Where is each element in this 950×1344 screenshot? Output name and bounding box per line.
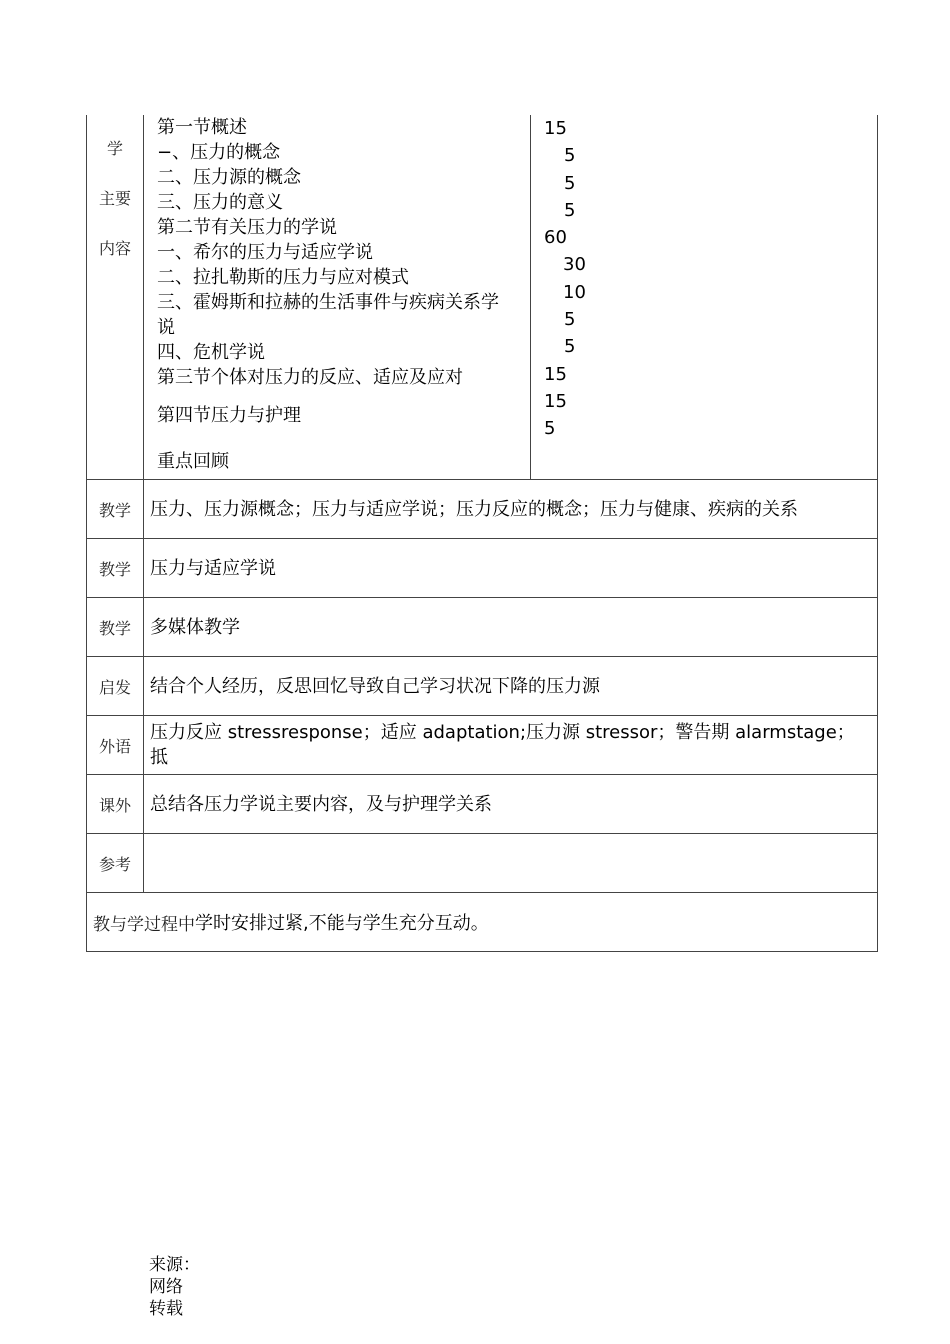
outline-item: 二、压力源的概念 bbox=[157, 167, 301, 188]
main-content-label bbox=[87, 115, 144, 479]
inspiration-row bbox=[87, 656, 877, 715]
lesson-plan-table bbox=[86, 115, 878, 952]
outline-item: 三、霍姆斯和拉赫的生活事件与疾病关系学 bbox=[157, 292, 499, 313]
outline-item: 说 bbox=[157, 317, 175, 338]
outline-item: −、压力的概念 bbox=[157, 142, 281, 163]
time-value: 5 bbox=[564, 199, 576, 221]
row-label: 外语 bbox=[87, 716, 144, 774]
time-value: 5 bbox=[564, 172, 576, 194]
row-content bbox=[144, 834, 877, 892]
outline-item: 二、拉扎勒斯的压力与应对模式 bbox=[157, 267, 409, 288]
row-content: 多媒体教学 bbox=[150, 616, 240, 638]
source-line: 网络 bbox=[149, 1277, 183, 1297]
time-value: 15 bbox=[544, 118, 567, 139]
time-value: 10 bbox=[563, 281, 586, 303]
main-content-row bbox=[87, 115, 877, 479]
time-allocation bbox=[531, 115, 877, 479]
homework-row bbox=[87, 774, 877, 833]
row-content: 压力、压力源概念；压力与适应学说；压力反应的概念；压力与健康、疾病的关系 bbox=[150, 498, 798, 520]
row-content: 总结各压力学说主要内容，及与护理学关系 bbox=[150, 793, 492, 815]
source-line: 转载 bbox=[149, 1299, 183, 1319]
time-value: 15 bbox=[544, 390, 567, 412]
label-line: 内容 bbox=[98, 239, 131, 258]
content-outline bbox=[144, 115, 531, 479]
teaching-method-row bbox=[87, 597, 877, 656]
teaching-focus-row bbox=[87, 479, 877, 538]
row-label: 教学 bbox=[87, 480, 144, 538]
time-value: 60 bbox=[544, 227, 567, 249]
label-line: 学 bbox=[106, 139, 123, 158]
time-value: 5 bbox=[564, 309, 576, 331]
row-content: 结合个人经历，反思回忆导致自己学习状况下降的压力源 bbox=[150, 675, 600, 697]
row-label: 课外 bbox=[87, 775, 144, 833]
reflection-text: 学时安排过紧,不能与学生充分互动。 bbox=[195, 913, 489, 934]
time-value: 30 bbox=[563, 254, 586, 276]
outline-item: 重点回顾 bbox=[157, 451, 229, 472]
outline-item: 第四节压力与护理 bbox=[157, 405, 301, 426]
outline-item: 三、压力的意义 bbox=[157, 192, 283, 213]
reflection-prefix: 教与学过程中 bbox=[93, 914, 195, 935]
outline-item: 四、危机学说 bbox=[157, 342, 265, 363]
source-line: 来源： bbox=[149, 1255, 200, 1275]
time-value: 5 bbox=[564, 336, 576, 358]
source-note bbox=[149, 1254, 200, 1320]
outline-item: 一、希尔的压力与适应学说 bbox=[157, 242, 373, 263]
row-label: 参考 bbox=[87, 834, 144, 892]
row-label: 教学 bbox=[87, 539, 144, 597]
reflection-content bbox=[87, 893, 877, 951]
reflection-row bbox=[87, 892, 877, 951]
label-line: 主要 bbox=[98, 189, 131, 208]
row-content: 压力反应 stressresponse；适应 adaptation;压力源 stressor；警告期 alarmstage；抵 bbox=[150, 722, 855, 768]
outline-item: 第二节有关压力的学说 bbox=[157, 217, 337, 238]
row-content: 压力与适应学说 bbox=[150, 557, 276, 579]
outline-item: 第三节个体对压力的反应、适应及应对 bbox=[157, 367, 463, 388]
time-value: 5 bbox=[544, 418, 556, 440]
time-value: 15 bbox=[544, 363, 567, 385]
outline-item: 第一节概述 bbox=[157, 117, 247, 138]
row-label: 启发 bbox=[87, 657, 144, 715]
references-row bbox=[87, 833, 877, 892]
time-value: 5 bbox=[564, 145, 576, 167]
teaching-difficulty-row bbox=[87, 538, 877, 597]
row-label: 教学 bbox=[87, 598, 144, 656]
foreign-terms-row bbox=[87, 715, 877, 774]
